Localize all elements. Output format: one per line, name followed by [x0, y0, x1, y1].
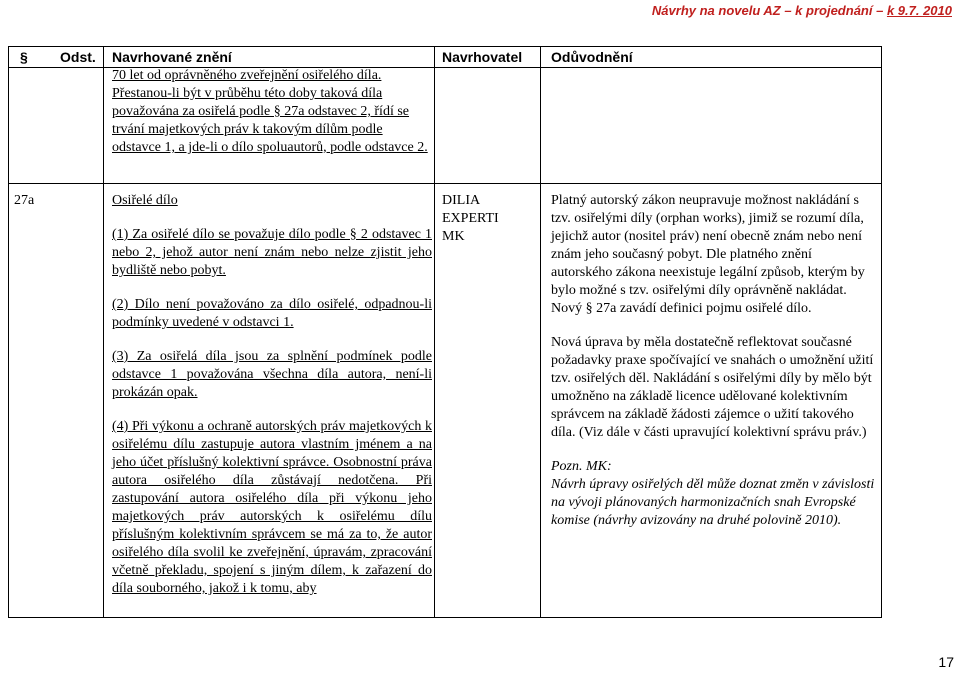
- reason-cell: [551, 192, 876, 530]
- paragraph-1: (1) Za osiřelé dílo se považuje dílo podle § 2 odstavec 1 nebo 2, jehož autor není znám nebo nelze zjistit jeho bydliště nebo pobyt.: [112, 227, 432, 278]
- note-label: Pozn. MK:: [551, 459, 612, 474]
- row-title: Osiřelé dílo: [112, 193, 178, 208]
- row-section-number: 27a: [14, 193, 35, 208]
- previous-row-text: 70 let od oprávněného zveřejnění osiřelého díla. Přestanou-li být v průběhu této doby taková díla považována za osiřelá podle § 27a odstavec 2, řídí se trvání majetkových práv k takovým dílům podle odstavce 1, a jde-li o dílo spoluautorů, podle odstavce 2.: [112, 68, 428, 155]
- header-proposed-text: Navrhované znění: [112, 49, 232, 65]
- amendment-table: [8, 46, 882, 618]
- page-number: 17: [938, 654, 954, 670]
- header-reason: Odůvodnění: [551, 49, 633, 65]
- paragraph-3: (3) Za osiřelá díla jsou za splnění podmínek podle odstavce 1 považována všechna díla autora, není-li prokázán opak.: [112, 349, 432, 400]
- row-rule: [8, 183, 882, 184]
- header-note-date: k 9.7. 2010: [886, 3, 952, 18]
- note-text: Návrh úpravy osiřelých děl může doznat změn v závislosti na vývoji plánovaných harmonizačních snah Evropské komise (návrhy avizovány na druhé polovině 2010).: [551, 477, 875, 528]
- paragraph-4: (4) Při výkonu a ochraně autorských práv majetkových k osiřelému dílu zastupuje autora vlastním jménem a na jeho účet příslušný kolektivní správce. Osobnostní práva autora osiřelého díla zůstávají nedotčena. Při zastupování autora osiřelého díla při výkonu jeho majetkových práv autorských k osiřelému dílu příslušným kolektivním správcem se má za to, že autor osiřelého díla svolil ke zveřejnění, úpravám, zpracování včetně překladu, spojení s jiným dílem, k zařazení do díla souborného, jakož i k tomu, aby: [112, 419, 432, 596]
- paragraph-2: (2) Dílo není považováno za dílo osiřelé, odpadnou-li podmínky uvedené v odstavci 1.: [112, 297, 432, 330]
- col-border-right: [881, 47, 882, 617]
- col-border-left: [8, 47, 9, 617]
- col-border-1: [103, 47, 104, 617]
- header-paragraph: Odst.: [60, 49, 96, 65]
- header-proposer: Navrhovatel: [442, 49, 523, 65]
- col-border-2: [434, 47, 435, 617]
- proposer-cell: DILIA EXPERTI MK: [442, 193, 499, 244]
- proposed-text-cell: [112, 192, 432, 598]
- draft-header-note: [652, 3, 952, 18]
- col-border-3: [540, 47, 541, 617]
- reason-paragraph-1: Platný autorský zákon neupravuje možnost nakládání s tzv. osiřelými díly (orphan works), jimiž se rozumí díla, jejichž autor (nositel práv) není obecně znám nebo není znám jeho současný pobyt. Dle platného znění autorského zákona neexistuje legální způsob, kterým by bylo možné s tzv. osiřelými díly oprávněně nakládat. Nový § 27a zavádí definici pojmu osiřelé dílo.: [551, 193, 865, 316]
- reason-paragraph-2: Nová úprava by měla dostatečně reflektovat současné požadavky praxe spočívající ve snahách o umožnění užití tzv. osiřelých děl. Nakládání s osiřelými díly by mělo být umožněno na základě licence udělované kolektivním správcem na základě žádosti zájemce o užití takového díla. (Viz dále v části upravující kolektivní správu práv.): [551, 335, 874, 440]
- header-note-prefix: Návrhy na novelu AZ – k projednání –: [651, 3, 887, 18]
- header-section: §: [20, 49, 28, 65]
